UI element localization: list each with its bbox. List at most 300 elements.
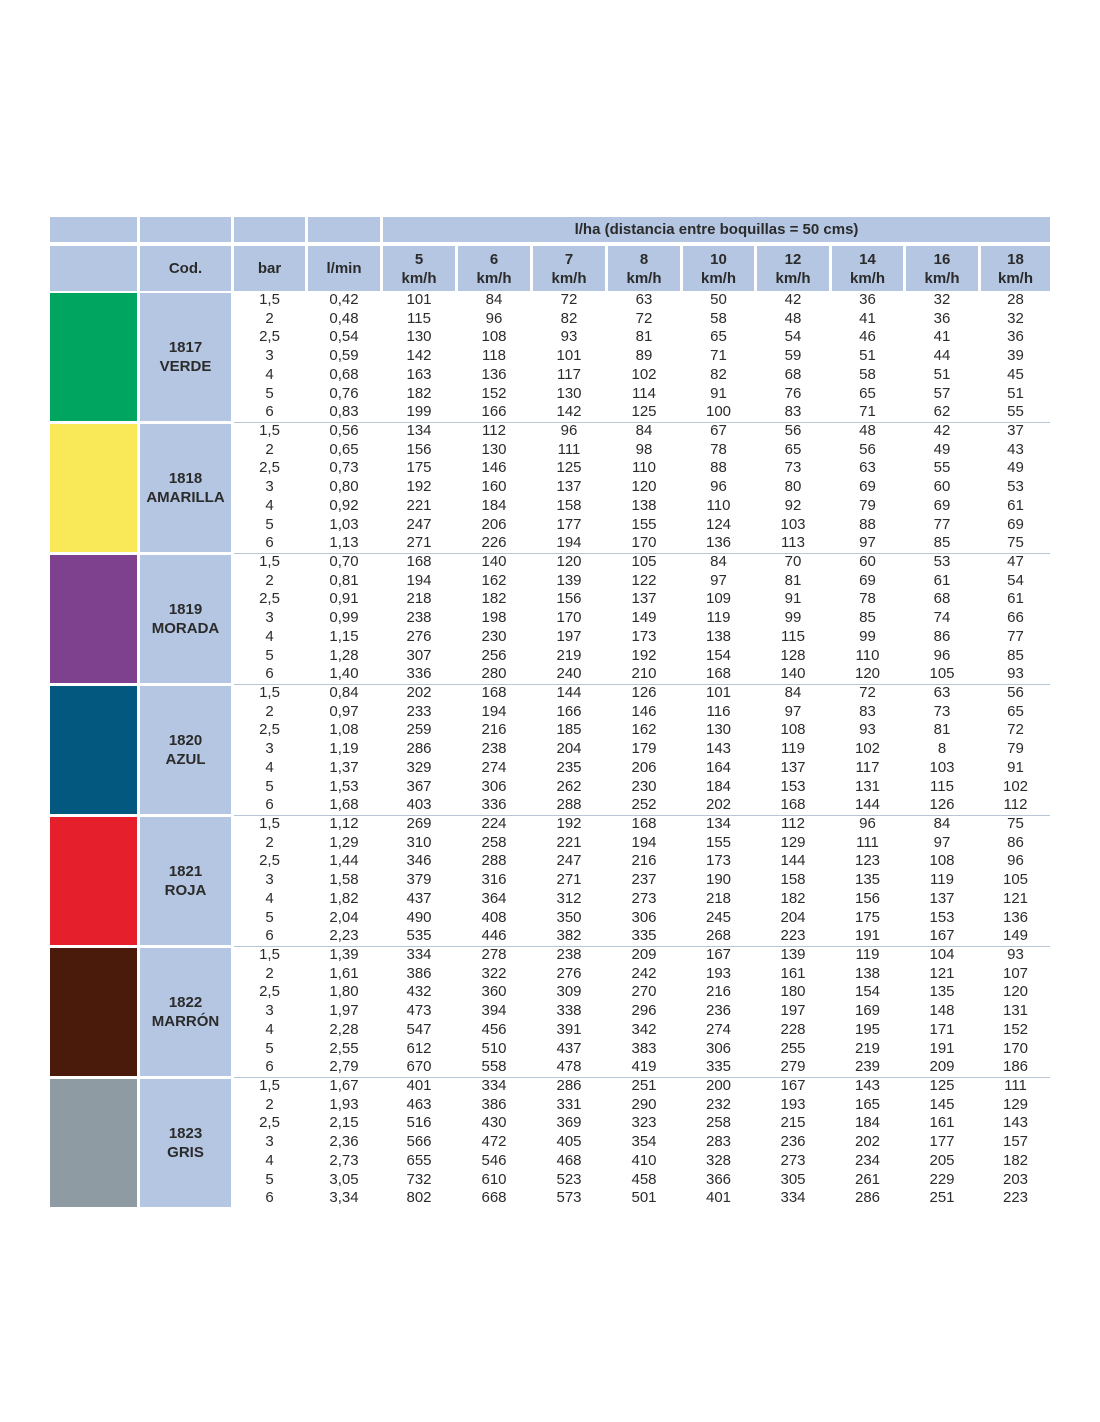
application-rate-value: 110 [855,646,880,664]
application-rate-value: 112 [482,422,506,439]
application-rate-value: 110 [632,459,656,477]
application-rate-value: 135 [854,871,881,889]
application-rate-value: 93 [560,328,578,346]
application-rate-value: 168 [481,684,507,701]
application-rate-value: 237 [631,871,657,889]
application-rate-value: 93 [859,721,876,739]
nozzle-code: 1823 [168,1125,203,1142]
application-rate-value: 46 [859,328,876,346]
application-rate-value: 219 [854,1039,881,1057]
application-rate-value: 42 [784,291,802,308]
application-rate-value: 209 [631,946,657,963]
header-speed-value: 18 [1007,250,1024,268]
pressure-value: 1,5 [259,422,280,439]
application-rate-value: 228 [780,1020,806,1038]
application-rate-value: 335 [631,927,657,945]
application-rate-value: 170 [1002,1039,1029,1057]
application-rate-value: 158 [556,496,582,514]
flow-value: 1,80 [329,983,359,1001]
application-rate-value: 71 [859,403,876,421]
application-rate-value: 153 [780,777,806,795]
application-rate-value: 41 [859,309,876,327]
flow-value: 0,65 [329,440,359,458]
application-rate-value: 54 [1007,571,1024,589]
application-rate-value: 171 [929,1020,955,1038]
pressure-value: 3 [265,478,274,496]
application-rate-value: 123 [854,852,881,870]
header-blank-cell [50,217,137,242]
application-rate-value: 456 [481,1020,507,1038]
application-rate-value: 184 [854,1114,881,1132]
flow-value: 2,79 [329,1058,359,1076]
application-rate-value: 68 [933,590,951,608]
application-rate-value: 136 [1002,908,1029,926]
application-rate-value: 322 [481,964,507,982]
application-rate-value: 274 [481,758,507,776]
application-rate-value: 80 [784,478,802,496]
pressure-value: 6 [265,927,274,945]
application-rate-value: 350 [556,908,582,926]
header-speed-unit: km/h [997,269,1033,287]
color-swatch [50,555,137,683]
application-rate-value: 194 [556,534,582,552]
application-rate-value: 119 [781,740,805,758]
application-rate-value: 329 [406,758,432,776]
application-rate-value: 203 [1002,1170,1029,1188]
application-rate-value: 247 [406,515,432,533]
application-rate-value: 468 [556,1151,582,1169]
application-rate-value: 279 [780,1058,806,1076]
application-rate-value: 79 [1007,740,1024,758]
application-rate-value: 192 [631,646,657,664]
application-rate-value: 96 [560,422,578,439]
application-rate-value: 510 [481,1039,507,1057]
nozzle-code: 1822 [168,994,203,1011]
application-rate-value: 336 [406,665,432,683]
application-rate-value: 120 [854,665,881,683]
header-speed-value: 14 [859,250,876,268]
application-rate-value: 177 [556,515,582,533]
application-rate-value: 408 [481,908,507,926]
pressure-value: 4 [265,1020,274,1038]
pressure-value: 6 [265,665,274,683]
pressure-value: 3 [265,609,274,627]
application-rate-value: 126 [929,796,955,814]
application-rate-value: 100 [705,403,732,421]
flow-value: 1,67 [329,1077,359,1094]
flow-value: 3,05 [329,1170,359,1188]
header-blank-cell [234,217,305,242]
application-rate-value: 259 [406,721,432,739]
application-rate-value: 383 [631,1039,657,1057]
nozzle-color-name: ROJA [164,882,207,899]
table-title: l/ha (distancia entre boquillas = 50 cms) [383,217,1050,242]
application-rate-value: 167 [929,927,955,945]
application-rate-value: 96 [933,646,951,664]
application-rate-value: 197 [780,1002,806,1020]
application-rate-value: 125 [631,403,657,421]
application-rate-value: 437 [556,1039,582,1057]
application-rate-value: 184 [481,496,507,514]
application-rate-value: 238 [556,946,582,963]
application-rate-value: 155 [705,833,732,851]
application-rate-value: 288 [556,796,582,814]
nozzle-color-name: VERDE [159,358,212,375]
pressure-value: 1,5 [259,815,280,832]
application-rate-value: 65 [1007,702,1024,720]
flow-value: 3,34 [329,1189,359,1207]
application-rate-value: 137 [929,889,955,907]
application-rate-value: 234 [854,1151,881,1169]
nozzle-color-name: MORADA [151,620,220,637]
application-rate-value: 516 [406,1114,432,1132]
flow-value: 0,80 [329,478,359,496]
application-rate-value: 307 [406,646,432,664]
application-rate-value: 168 [406,553,432,570]
application-rate-value: 121 [929,964,955,982]
application-rate-value: 61 [1007,590,1024,608]
application-rate-value: 247 [556,852,582,870]
application-rate-value: 135 [929,983,955,1001]
flow-value: 0,70 [329,553,359,570]
application-rate-value: 566 [406,1133,432,1151]
application-rate-value: 28 [1007,291,1024,308]
header-speed [458,246,530,291]
application-rate-value: 229 [929,1170,955,1188]
application-rate-value: 92 [784,496,802,514]
application-rate-value: 146 [481,459,507,477]
application-rate-value: 42 [933,422,951,439]
application-rate-value: 446 [481,927,507,945]
application-rate-value: 47 [1007,553,1024,570]
application-rate-value: 430 [481,1114,507,1132]
application-rate-value: 262 [556,777,582,795]
flow-value: 1,08 [329,721,359,739]
application-rate-value: 215 [780,1114,806,1132]
application-rate-value: 192 [556,815,582,832]
flow-value: 2,55 [329,1039,359,1057]
application-rate-value: 463 [406,1095,432,1113]
application-rate-value: 107 [1002,964,1029,982]
application-rate-value: 41 [933,328,951,346]
application-rate-value: 103 [929,758,955,776]
application-rate-value: 149 [1002,927,1029,945]
application-rate-value: 331 [556,1095,582,1113]
application-rate-value: 233 [406,702,432,720]
pressure-value: 2,5 [259,590,280,608]
application-rate-value: 312 [556,889,582,907]
application-rate-value: 49 [1007,459,1024,477]
application-rate-value: 191 [854,927,881,945]
pressure-value: 6 [265,796,274,814]
application-rate-value: 167 [780,1077,806,1094]
application-rate-value: 58 [710,309,727,327]
application-rate-value: 96 [710,478,727,496]
header-speed [832,246,903,291]
application-rate-value: 99 [784,609,802,627]
application-rate-value: 573 [556,1189,582,1207]
application-rate-value: 84 [933,815,951,832]
application-rate-value: 138 [705,627,732,645]
application-rate-value: 97 [710,571,727,589]
application-rate-value: 84 [710,553,727,570]
application-rate-value: 118 [482,347,506,365]
application-rate-value: 336 [481,796,507,814]
application-rate-value: 501 [631,1189,657,1207]
application-rate-value: 93 [1007,665,1024,683]
application-rate-value: 273 [631,889,657,907]
pressure-value: 5 [265,777,274,795]
flow-value: 0,56 [329,422,359,439]
nozzle-code-cell [140,948,231,1076]
pressure-value: 2,5 [259,852,280,870]
application-rate-value: 216 [705,983,732,1001]
color-swatch [50,424,137,552]
application-rate-value: 401 [406,1077,432,1094]
header-speed-unit: km/h [551,269,587,287]
application-rate-value: 101 [556,347,582,365]
application-rate-value: 75 [1007,534,1024,552]
application-rate-value: 204 [780,908,806,926]
application-rate-value: 223 [1002,1189,1029,1207]
application-rate-value: 55 [1007,403,1024,421]
application-rate-value: 182 [481,590,507,608]
header-speed-value: 7 [564,250,574,268]
application-rate-value: 54 [784,328,802,346]
pressure-value: 6 [265,1189,274,1207]
application-rate-value: 179 [631,740,657,758]
application-rate-value: 111 [557,440,581,458]
application-rate-value: 258 [481,833,507,851]
application-rate-value: 173 [705,852,732,870]
application-rate-value: 175 [406,459,432,477]
application-rate-value: 67 [710,422,727,439]
application-rate-value: 98 [635,440,653,458]
application-rate-value: 136 [705,534,732,552]
application-rate-value: 245 [705,908,732,926]
application-rate-value: 86 [1007,833,1024,851]
application-rate-value: 173 [631,627,657,645]
pressure-value: 5 [265,1039,274,1057]
application-rate-value: 85 [859,609,876,627]
application-rate-value: 251 [929,1189,955,1207]
application-rate-value: 65 [859,384,876,402]
nozzle-code: 1819 [168,601,203,618]
color-swatch [50,1079,137,1207]
flow-value: 1,44 [329,852,359,870]
flow-value: 2,28 [329,1020,359,1038]
nozzle-code: 1817 [168,339,203,356]
pressure-value: 3 [265,1133,274,1151]
application-rate-value: 59 [784,347,802,365]
flow-value: 0,97 [329,702,359,720]
pressure-value: 3 [265,871,274,889]
application-rate-value: 105 [1002,871,1029,889]
pressure-value: 4 [265,365,274,383]
header-speed-value: 16 [933,250,951,268]
nozzle-code-cell [140,293,231,421]
application-rate-value: 235 [556,758,582,776]
application-rate-value: 62 [933,403,951,421]
application-rate-value: 182 [780,889,806,907]
application-rate-value: 403 [406,796,432,814]
application-rate-value: 65 [710,328,727,346]
application-rate-value: 270 [631,983,657,1001]
application-rate-value: 69 [1007,515,1024,533]
application-rate-value: 224 [481,815,507,832]
application-rate-value: 490 [406,908,432,926]
application-rate-value: 204 [556,740,582,758]
application-rate-value: 206 [481,515,507,533]
application-rate-value: 323 [631,1114,657,1132]
flow-value: 0,83 [329,403,359,421]
application-rate-value: 93 [1007,946,1024,963]
application-rate-value: 146 [631,702,657,720]
application-rate-value: 205 [929,1151,955,1169]
application-rate-value: 382 [556,927,582,945]
application-rate-value: 97 [784,702,802,720]
application-rate-value: 209 [929,1058,955,1076]
application-rate-value: 82 [560,309,578,327]
pressure-value: 2 [265,1095,274,1113]
application-rate-value: 200 [705,1077,732,1094]
application-rate-value: 310 [406,833,432,851]
application-rate-value: 91 [1007,758,1024,776]
application-rate-value: 39 [1007,347,1024,365]
application-rate-value: 202 [406,684,432,701]
nozzle-code: 1818 [168,470,203,487]
application-rate-value: 153 [929,908,955,926]
application-rate-value: 55 [933,459,951,477]
application-rate-value: 152 [481,384,507,402]
application-rate-value: 193 [705,964,732,982]
application-rate-value: 113 [781,534,805,552]
application-rate-value: 195 [854,1020,881,1038]
application-rate-value: 177 [929,1133,955,1151]
application-rate-value: 140 [481,553,507,570]
application-rate-value: 401 [705,1189,732,1207]
pressure-value: 4 [265,758,274,776]
application-rate-value: 43 [1007,440,1024,458]
header-speed [906,246,978,291]
header-blank-cell [308,217,380,242]
application-rate-value: 70 [784,553,802,570]
application-rate-value: 112 [1003,796,1028,814]
application-rate-value: 149 [631,609,657,627]
application-rate-value: 273 [780,1151,806,1169]
application-rate-value: 91 [784,590,802,608]
application-rate-value: 144 [556,684,582,701]
application-rate-value: 306 [481,777,507,795]
application-rate-value: 71 [710,347,727,365]
pressure-value: 3 [265,347,274,365]
application-rate-value: 221 [556,833,582,851]
application-rate-value: 274 [705,1020,732,1038]
application-rate-value: 105 [929,665,955,683]
application-rate-value: 111 [856,833,879,851]
application-rate-value: 386 [481,1095,507,1113]
application-rate-value: 77 [1007,627,1024,645]
application-rate-value: 61 [933,571,951,589]
color-swatch [50,686,137,814]
header-speed [533,246,605,291]
application-rate-value: 129 [1002,1095,1029,1113]
application-rate-value: 72 [859,684,876,701]
application-rate-value: 69 [933,496,951,514]
application-rate-value: 128 [780,646,806,664]
application-rate-value: 268 [705,927,732,945]
application-rate-value: 369 [556,1114,582,1132]
pressure-value: 2,5 [259,328,280,346]
application-rate-value: 57 [933,384,951,402]
application-rate-value: 88 [710,459,727,477]
application-rate-value: 162 [481,571,507,589]
application-rate-value: 334 [406,946,432,963]
application-rate-value: 230 [631,777,657,795]
application-rate-value: 290 [631,1095,657,1113]
application-rate-value: 73 [784,459,802,477]
nozzle-code-cell [140,686,231,814]
header-speed-unit: km/h [626,269,662,287]
application-rate-value: 802 [406,1189,432,1207]
application-rate-value: 108 [929,852,955,870]
application-rate-value: 101 [705,684,732,701]
flow-value: 1,93 [329,1095,359,1113]
application-rate-value: 305 [780,1170,806,1188]
application-rate-value: 271 [406,534,432,552]
application-rate-value: 472 [481,1133,507,1151]
pressure-value: 2 [265,571,274,589]
application-rate-value: 154 [854,983,881,1001]
application-rate-value: 105 [631,553,657,570]
application-rate-value: 69 [859,571,876,589]
application-rate-value: 197 [556,627,582,645]
flow-value: 0,84 [329,684,359,701]
application-rate-value: 126 [631,684,657,701]
application-rate-value: 167 [705,946,732,963]
application-rate-value: 143 [854,1077,881,1094]
application-rate-value: 194 [481,702,507,720]
application-rate-value: 145 [929,1095,955,1113]
application-rate-value: 276 [406,627,432,645]
application-rate-value: 44 [933,347,951,365]
flow-value: 1,37 [329,758,359,776]
pressure-value: 2 [265,964,274,982]
application-rate-value: 63 [859,459,876,477]
application-rate-value: 168 [631,815,657,832]
application-rate-value: 120 [556,553,582,570]
application-rate-value: 223 [780,927,806,945]
application-rate-value: 242 [631,964,657,982]
application-rate-value: 130 [406,328,432,346]
application-rate-value: 184 [705,777,732,795]
application-rate-value: 170 [631,534,657,552]
flow-value: 1,28 [329,646,359,664]
application-rate-value: 96 [485,309,503,327]
application-rate-value: 194 [406,571,432,589]
flow-value: 1,40 [329,665,359,683]
application-rate-value: 76 [784,384,802,402]
application-rate-value: 160 [481,478,507,496]
application-rate-value: 120 [631,478,657,496]
application-rate-value: 119 [930,871,954,889]
application-rate-value: 473 [406,1002,432,1020]
pressure-value: 1,5 [259,946,280,963]
application-rate-value: 346 [406,852,432,870]
application-rate-value: 125 [929,1077,955,1094]
pressure-value: 2 [265,833,274,851]
header-speed [608,246,680,291]
